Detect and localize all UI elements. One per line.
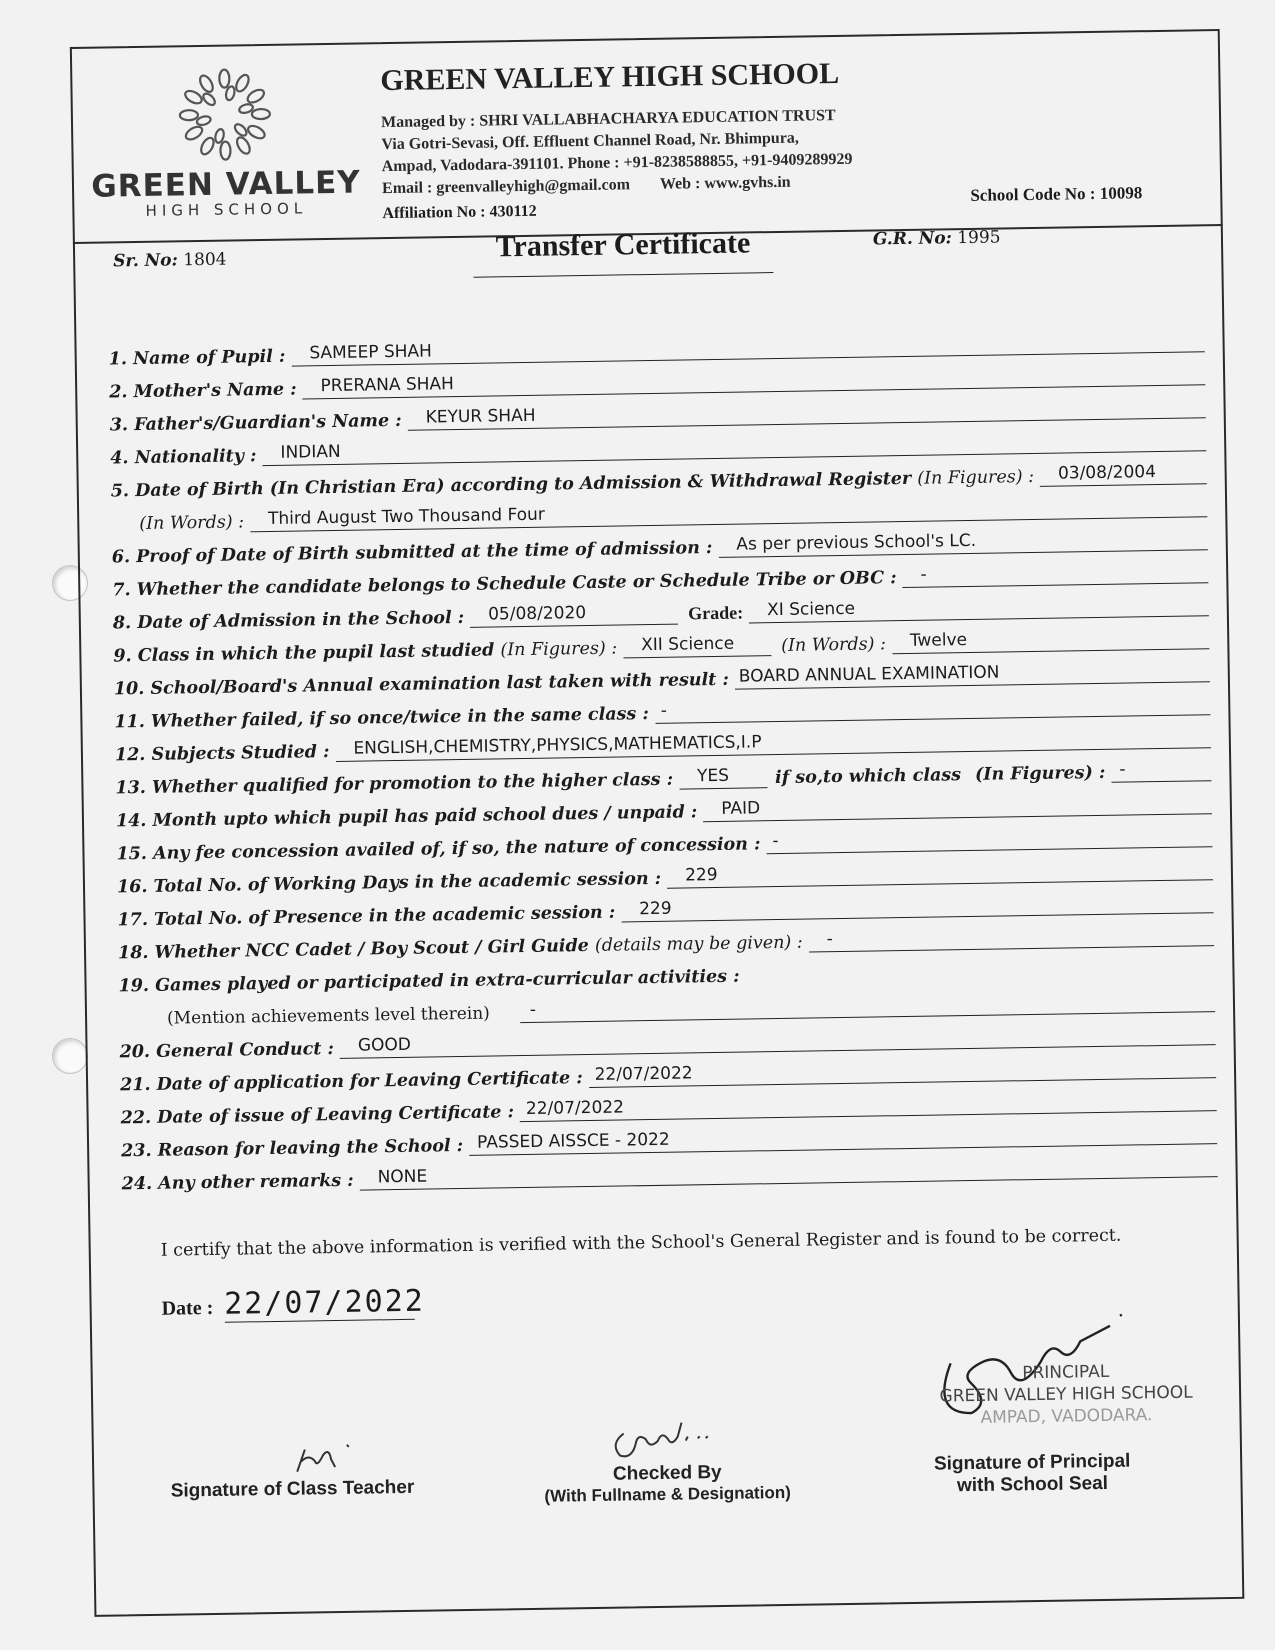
ncc-label: 18. Whether NCC Cadet / Boy Scout / Girl Guide — [117, 936, 590, 964]
field-label: 24. Any other remarks : — [121, 1170, 354, 1195]
field-value: 22/07/2022 — [588, 1053, 1216, 1088]
logo-text-main: GREEN VALLEY — [91, 164, 361, 205]
field-value: INDIAN — [262, 426, 1206, 466]
school-name: GREEN VALLEY HIGH SCHOOL — [380, 56, 840, 98]
field-value: - — [655, 690, 1211, 724]
certificate-date — [161, 1283, 426, 1324]
flower-emblem-icon — [169, 64, 281, 166]
field-value: NONE — [359, 1152, 1217, 1190]
ncc-details-label: (details may be given) : — [594, 932, 803, 956]
field-label: 11. Whether failed, if so once/twice in the same class : — [114, 704, 650, 733]
gr-number — [873, 227, 1001, 249]
field-label: 15. Any fee concession availed of, if so, the nature of concession : — [116, 834, 761, 865]
address-line-2: Ampad, Vadodara-391101. Phone : +91-8238588855, +91-9409289929 — [381, 150, 853, 176]
class-words-label: (In Words) : — [781, 634, 887, 656]
field-label: 14. Month upto which pupil has paid school dues / unpaid : — [115, 802, 698, 832]
field-label: 7. Whether the candidate belongs to Schedule Caste or Schedule Tribe or OBC : — [112, 568, 897, 601]
checked-by-title: Checked By — [612, 1461, 722, 1485]
class-teacher-signature-label: Signature of Class Teacher — [170, 1476, 415, 1502]
school-code: School Code No : 10098 — [970, 183, 1143, 205]
class-label: 9. Class in which the pupil last studied — [113, 640, 495, 667]
field-label: (In Words) : — [139, 512, 245, 535]
field-value: PASSED AISSCE - 2022 — [469, 1119, 1217, 1156]
document-title: Transfer Certificate — [473, 226, 774, 278]
managed-by: Managed by : SHRI VALLABHACHARYA EDUCATION TRUST — [380, 107, 836, 132]
field-value: XII Science — [623, 631, 771, 658]
date-value: 22/07/2022 — [223, 1283, 426, 1322]
field-label: 21. Date of application for Leaving Certificate : — [119, 1068, 583, 1096]
checked-by-label — [522, 1461, 813, 1508]
field-label: 1. Name of Pupil : — [108, 346, 286, 370]
address-line-1: Via Gotri-Sevasi, Off. Effluent Channel Road, Nr. Bhimpura, — [381, 129, 799, 154]
certificate-sheet — [60, 19, 1245, 1617]
certification-statement: I certify that the above information is verified with the School's General Register and is found to be correct. — [160, 1225, 1122, 1261]
field-value: GOOD — [340, 1020, 1216, 1059]
field-value: 22/07/2022 — [520, 1086, 1217, 1122]
class-words-value: Twelve — [892, 624, 1210, 654]
field-value: KEYUR SHAH — [407, 393, 1205, 431]
field-label: 17. Total No. of Presence in the academic session : — [117, 902, 616, 931]
field-value: - — [808, 921, 1214, 952]
serial-number — [113, 250, 227, 272]
stamp-title: PRINCIPAL — [1022, 1361, 1110, 1384]
field-value: 229 — [667, 855, 1213, 889]
stamp-school: GREEN VALLEY HIGH SCHOOL — [939, 1382, 1193, 1407]
field-value: 229 — [621, 888, 1214, 922]
field-label: 16. Total No. of Working Days in the academic session : — [116, 868, 662, 898]
field-label: 3. Father's/Guardian's Name : — [109, 410, 402, 436]
checked-by-signature — [601, 1402, 732, 1464]
field-label: 6. Proof of Date of Birth submitted at the time of admission : — [111, 538, 713, 568]
promotion-value: - — [1111, 756, 1211, 783]
principal-signature-label — [917, 1450, 1148, 1498]
certificate-fields — [108, 319, 1217, 1194]
field-label: 10. School/Board's Annual examination last taken with result : — [113, 669, 730, 700]
date-label: Date : — [161, 1296, 214, 1320]
field-label: 20. General Conduct : — [119, 1039, 335, 1063]
field-label: 12. Subjects Studied : — [114, 742, 330, 766]
checked-by-subtitle: (With Fullname & Designation) — [544, 1482, 791, 1506]
field-label: 13. Whether qualified for promotion to the higher class : — [115, 769, 674, 799]
field-value: PRERANA SHAH — [302, 360, 1205, 399]
field-value: - — [766, 822, 1212, 854]
gr-label: G.R. No: — [872, 228, 953, 250]
principal-stamp — [931, 1359, 1202, 1429]
field-value: As per previous School's LC. — [718, 525, 1208, 558]
field-label: (Mention achievements level therein) — [166, 1003, 491, 1029]
field-label: 19. Games played or participated in extra-curricular activities : — [118, 966, 740, 997]
field-label: 22. Date of issue of Leaving Certificate : — [120, 1102, 515, 1129]
serial-value: 1804 — [183, 249, 227, 271]
serial-label: Sr. No: — [113, 250, 179, 272]
field-value: PAID — [703, 789, 1212, 822]
field-label: 4. Nationality : — [110, 446, 257, 469]
school-logo — [84, 62, 367, 236]
logo-text-sub: HIGH SCHOOL — [145, 199, 308, 220]
field-value: YES — [679, 763, 767, 789]
field-label: 23. Reason for leaving the School : — [121, 1136, 464, 1162]
dob-label: 5. Date of Birth (In Christian Era) according to Admission & Withdrawal Register — [110, 468, 912, 502]
promotion-figures-label: (In Figures) : — [974, 762, 1106, 785]
stamp-location: AMPAD, VADODARA. — [980, 1405, 1153, 1428]
dob-figures-label: (In Figures) : — [917, 466, 1035, 489]
field-value: ENGLISH,CHEMISTRY,PHYSICS,MATHEMATICS,I.P — [335, 723, 1211, 762]
gr-value: 1995 — [957, 227, 1001, 249]
grade-label: Grade: — [687, 602, 744, 624]
field-value: - — [520, 987, 1215, 1023]
field-label: 2. Mother's Name : — [109, 379, 297, 403]
principal-signature-title: Signature of Principal — [933, 1450, 1131, 1475]
field-value: Third August Two Thousand Four — [250, 492, 1208, 532]
field-value: BOARD ANNUAL EXAMINATION — [735, 657, 1210, 689]
class-figures-label: (In Figures) : — [500, 638, 618, 661]
field-value: - — [902, 558, 1208, 588]
field-value: 05/08/2020 — [470, 600, 678, 628]
grade-value: XI Science — [749, 591, 1209, 623]
field-value: SAMEEP SHAH — [291, 327, 1205, 366]
affiliation-number: Affiliation No : 430112 — [382, 202, 537, 223]
website: Web : www.gvhs.in — [659, 173, 791, 193]
field-label: 8. Date of Admission in the School : — [112, 607, 465, 634]
field-value: 03/08/2004 — [1040, 459, 1207, 487]
certificate-header — [70, 29, 1223, 244]
principal-signature-subtitle: with School Seal — [956, 1472, 1109, 1497]
email: Email : greenvalleyhigh@gmail.com — [381, 176, 631, 198]
class-teacher-signature — [287, 1430, 378, 1481]
promotion-class-label: if so,to which class — [774, 765, 962, 789]
